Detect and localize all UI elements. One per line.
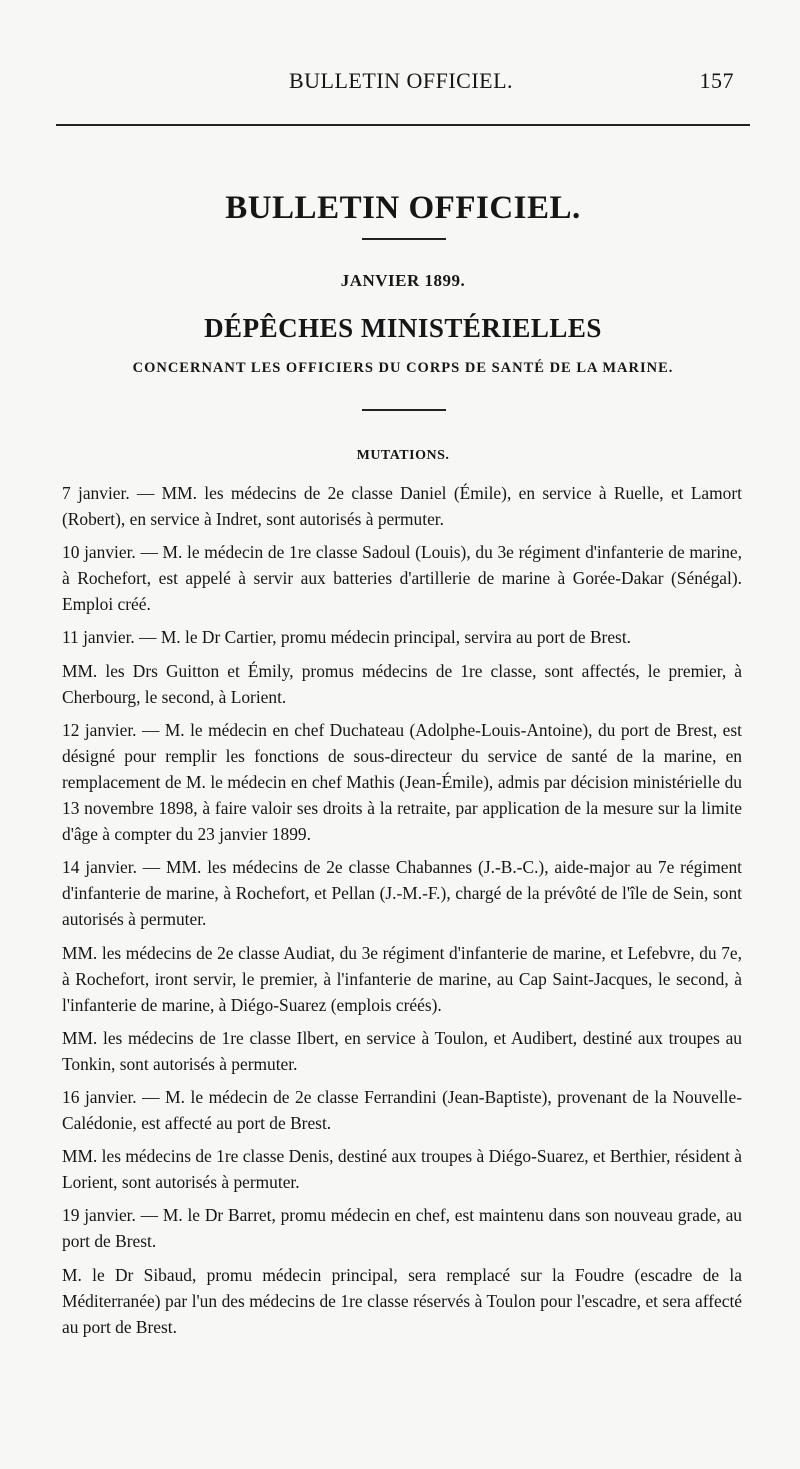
paragraph: 11 janvier. — M. le Dr Cartier, promu médecin principal, servira au port de Brest. (62, 627, 631, 648)
date-heading: JANVIER 1899. (340, 271, 466, 290)
subsection-title: MUTATIONS. (356, 448, 450, 463)
paragraph: 14 janvier. — MM. les médecins de 2e classe Chabannes (J.-B.-C.), aide-major au 7e régiment d'infanterie de marine, à Rochefort, et Pellan (J.-M.-F.), chargé de la prévôté de l'île de Sein, sont autorisés à permuter. (62, 857, 742, 930)
paragraph: M. le Dr Sibaud, promu médecin principal, sera remplacé sur la Foudre (escadre de la Méditerranée) par l'un des médecins de 1re classe réservés à Toulon pour l'escadre, et sera affecté au port de Brest. (62, 1264, 742, 1337)
section-subtitle: CONCERNANT LES OFFICIERS DU CORPS DE SANTÉ DE LA MARINE. (132, 360, 674, 376)
section-title: DÉPÊCHES MINISTÉRIELLES (204, 313, 602, 343)
body-text (62, 480, 742, 1347)
title-divider (362, 238, 446, 240)
paragraph: MM. les Drs Guitton et Émily, promus médecins de 1re classe, sont affectés, le premier, à Cherbourg, le second, à Lorient. (62, 660, 742, 707)
paragraph: 7 janvier. — MM. les médecins de 2e classe Daniel (Émile), en service à Ruelle, et Lamort (Robert), en service à Indret, sont autorisés à permuter. (62, 483, 742, 530)
section-divider (362, 409, 446, 411)
paragraph: 12 janvier. — M. le médecin en chef Duchateau (Adolphe-Louis-Antoine), du port de Brest, est désigné pour remplir les fonctions de sous-directeur du service de santé de la marine, en remplacement de M. le médecin en chef Mathis (Jean-Émile), admis par décision ministérielle du 13 novembre 1898, à faire valoir ses droits à la retraite, par application de la mesure sur la limite d'âge à compter du 23 janvier 1899. (62, 719, 742, 845)
paragraph: MM. les médecins de 1re classe Ilbert, en service à Toulon, et Audibert, destiné aux troupes au Tonkin, sont autorisés à permuter. (62, 1027, 742, 1074)
page-number: 157 (699, 68, 734, 93)
paragraph: 16 janvier. — M. le médecin de 2e classe Ferrandini (Jean-Baptiste), provenant de la Nouvelle-Calédonie, est affecté au port de Brest. (62, 1086, 742, 1134)
running-head-title: BULLETIN OFFICIEL. (288, 68, 514, 93)
main-title: BULLETIN OFFICIEL. (225, 190, 581, 226)
paragraph: 19 janvier. — M. le Dr Barret, promu médecin en chef, est maintenu dans son nouveau grade, au port de Brest. (62, 1205, 742, 1252)
paragraph: MM. les médecins de 2e classe Audiat, du 3e régiment d'infanterie de marine, et Lefebvre, du 7e, à Rochefort, iront servir, le premier, à l'infanterie de marine, au Cap Saint-Jacques, le second, à l'infanterie de marine, à Diégo-Suarez (emplois créés). (62, 942, 742, 1015)
paragraph: MM. les médecins de 1re classe Denis, destiné aux troupes à Diégo-Suarez, et Berthier, résident à Lorient, sont autorisés à permuter. (62, 1146, 742, 1193)
header-rule (56, 124, 750, 126)
paragraph: 10 janvier. — M. le médecin de 1re classe Sadoul (Louis), du 3e régiment d'infanterie de marine, à Rochefort, est appelé à servir aux batteries d'artillerie de marine à Gorée-Dakar (Sénégal). Emploi créé. (62, 542, 742, 615)
